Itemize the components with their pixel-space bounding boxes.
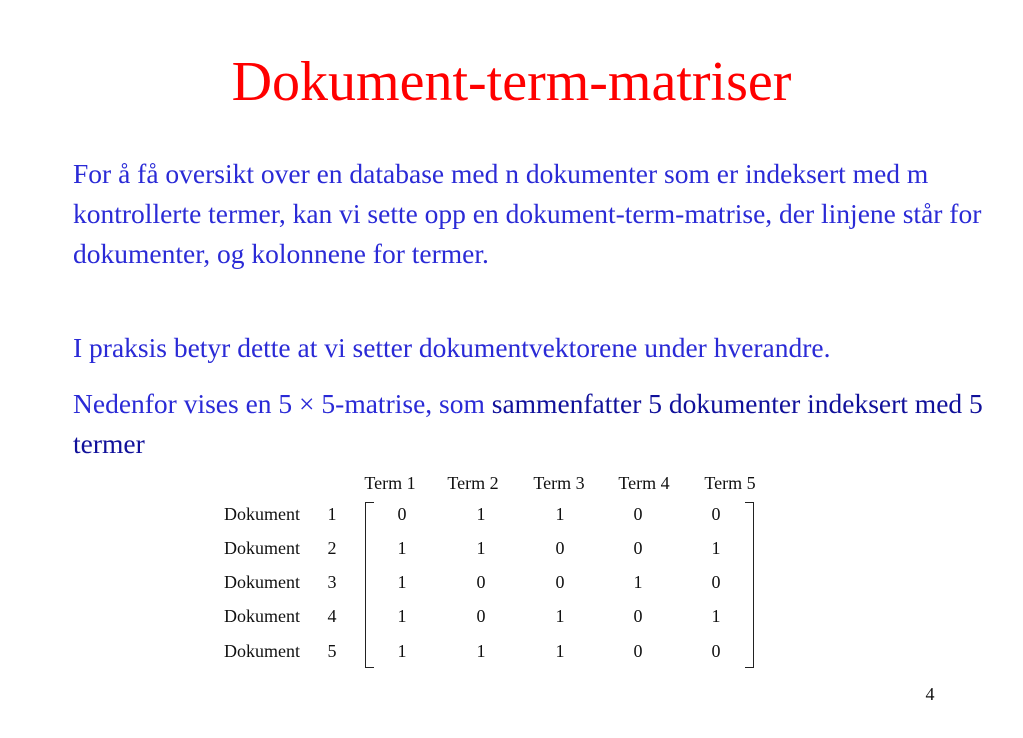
paragraph-matrix-description-part2: sammenfatter 5 dokumenter indeksert med 5 termer: [73, 388, 983, 459]
column-header-term-5: Term 5: [704, 473, 756, 493]
row-label-dokument-3: Dokument: [224, 572, 300, 592]
row-number-1: 1: [327, 504, 337, 524]
matrix-cell: 1: [711, 606, 721, 626]
matrix-cell: 0: [633, 538, 643, 558]
matrix-cell: 1: [633, 572, 643, 592]
row-number-5: 5: [327, 641, 337, 661]
column-header-term-2: Term 2: [447, 473, 499, 493]
matrix-cell: 1: [476, 538, 486, 558]
column-header-term-3: Term 3: [533, 473, 585, 493]
matrix-cell: 0: [555, 538, 565, 558]
matrix-cell: 0: [397, 504, 407, 524]
column-header-term-4: Term 4: [618, 473, 670, 493]
paragraph-intro: For å få oversikt over en database med n dokumenter som er indeksert med m kontrollerte termer, kan vi sette opp en dokument-term-matrise, der linjene står for dokumenter, og kolonnene for termer.: [73, 158, 982, 269]
matrix-cell: 0: [476, 606, 486, 626]
matrix-cell: 0: [711, 572, 721, 592]
paragraph-matrix-description-part1: Nedenfor vises en 5 × 5-matrise, som: [73, 388, 492, 419]
row-number-4: 4: [327, 606, 337, 626]
matrix-cell: 0: [633, 641, 643, 661]
matrix-cell: 1: [555, 606, 565, 626]
row-label-dokument-1: Dokument: [224, 504, 300, 524]
paragraph-matrix-description: [73, 384, 993, 464]
row-label-dokument-2: Dokument: [224, 538, 300, 558]
matrix-cell: 0: [633, 606, 643, 626]
matrix-cell: 0: [633, 504, 643, 524]
slide-title: Dokument-term-matriser: [231, 51, 792, 113]
row-label-dokument-4: Dokument: [224, 606, 300, 626]
matrix-cell: 1: [476, 504, 486, 524]
column-header-term-1: Term 1: [364, 473, 416, 493]
row-label-dokument-5: Dokument: [224, 641, 300, 661]
matrix-cell: 1: [476, 641, 486, 661]
matrix-cell: 1: [555, 504, 565, 524]
matrix-cell: 0: [555, 572, 565, 592]
matrix-cell: 1: [555, 641, 565, 661]
document-term-matrix: [0, 472, 1023, 672]
paragraph-practice: I praksis betyr dette at vi setter dokumentvektorene under hverandre.: [73, 332, 831, 363]
matrix-cell: 1: [397, 572, 407, 592]
matrix-cell: 1: [711, 538, 721, 558]
matrix-cell: 1: [397, 606, 407, 626]
matrix-cell: 0: [711, 641, 721, 661]
matrix-cell: 1: [397, 641, 407, 661]
matrix-cell: 0: [711, 504, 721, 524]
matrix-cell: 1: [397, 538, 407, 558]
row-number-2: 2: [327, 538, 337, 558]
row-number-3: 3: [327, 572, 337, 592]
page-number: 4: [925, 684, 935, 704]
matrix-cell: 0: [476, 572, 486, 592]
